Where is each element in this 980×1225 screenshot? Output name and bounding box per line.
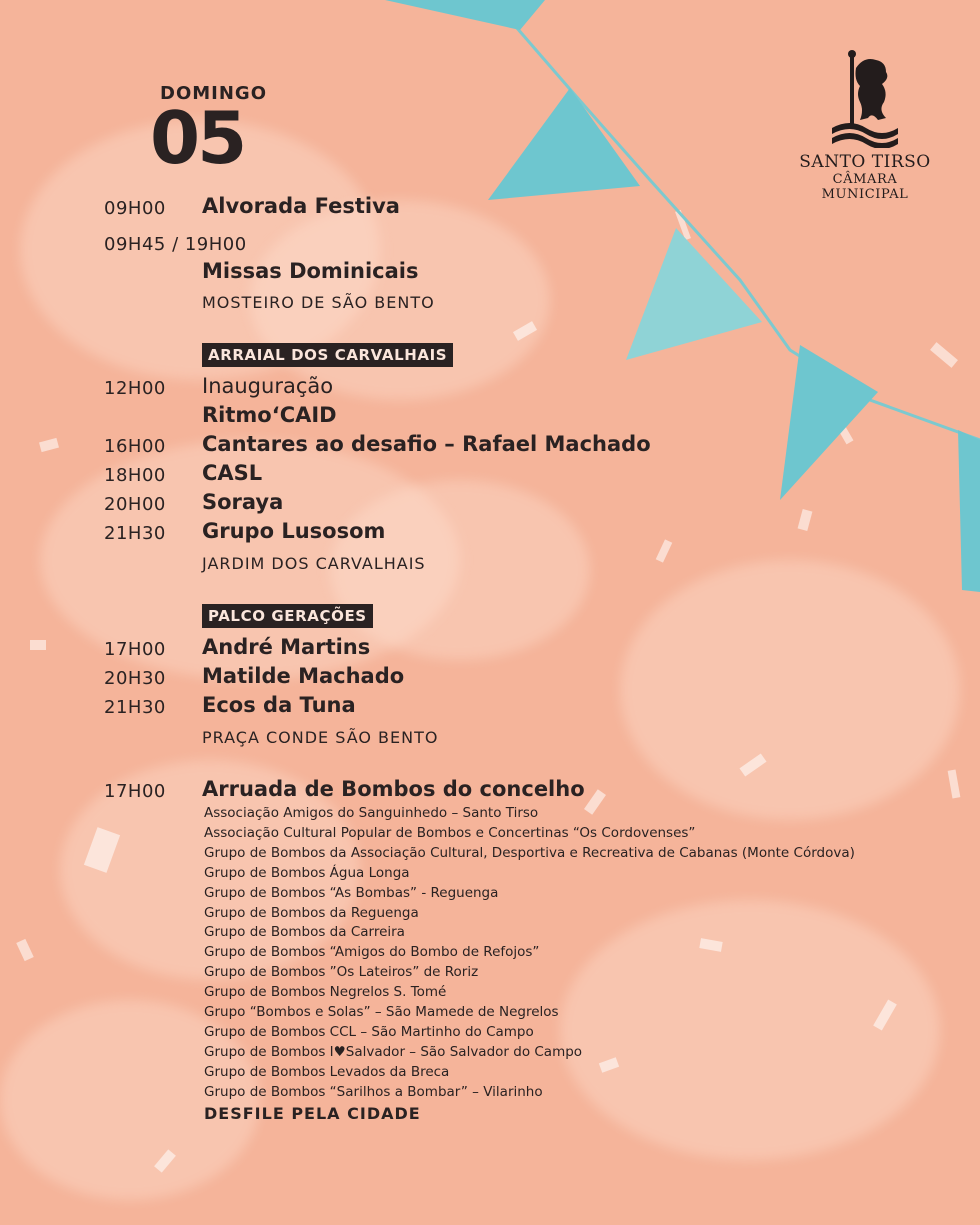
event-title: Missas Dominicais [202, 259, 419, 283]
list-item: Grupo de Bombos Água Longa [204, 865, 410, 881]
list-item: Associação Cultural Popular de Bombos e Concertinas “Os Cordovenses” [204, 825, 696, 841]
event-row [0, 403, 980, 433]
event-time: 09H00 [104, 198, 166, 219]
event-row [0, 432, 980, 462]
list-item: Grupo de Bombos “Sarilhos a Bombar” – Vilarinho [204, 1084, 543, 1100]
event-title: Inauguração [202, 374, 334, 398]
list-item: Grupo de Bombos “As Bombas” - Reguenga [204, 885, 499, 901]
parade-note: DESFILE PELA CIDADE [204, 1104, 421, 1123]
logo-title: SANTO TIRSO [799, 152, 931, 172]
event-time: 12H00 [104, 378, 166, 399]
event-row [0, 374, 980, 404]
event-row [0, 230, 980, 260]
event-time: 20H00 [104, 494, 166, 515]
event-row [0, 664, 980, 694]
section-badge-palco: PALCO GERAÇÕES [202, 604, 373, 628]
list-item: Grupo de Bombos da Carreira [204, 924, 405, 940]
event-time: 21H30 [104, 523, 166, 544]
event-time: 21H30 [104, 697, 166, 718]
event-title: André Martins [202, 635, 371, 659]
event-row [0, 490, 980, 520]
event-time: 16H00 [104, 436, 166, 457]
event-title: Alvorada Festiva [202, 194, 400, 218]
list-item: Grupo de Bombos ”Os Lateiros” de Roriz [204, 964, 479, 980]
event-venue: MOSTEIRO DE SÃO BENTO [202, 293, 435, 312]
list-item: Grupo de Bombos da Associação Cultural, Desportiva e Recreativa de Cabanas (Monte Córdova) [204, 845, 855, 861]
event-title: Ritmo‘CAID [202, 403, 337, 427]
event-title: Ecos da Tuna [202, 693, 356, 717]
list-item: Grupo “Bombos e Solas” – São Mamede de Negrelos [204, 1004, 559, 1020]
list-item: Grupo de Bombos Negrelos S. Tomé [204, 984, 447, 1000]
event-time: 17H00 [104, 639, 166, 660]
event-row [0, 259, 980, 289]
event-row [0, 693, 980, 723]
list-item: Grupo de Bombos Levados da Breca [204, 1064, 450, 1080]
list-item: Associação Amigos do Sanguinhedo – Santo Tirso [204, 805, 539, 821]
event-venue: JARDIM DOS CARVALHAIS [202, 554, 426, 573]
event-venue: PRAÇA CONDE SÃO BENTO [202, 728, 439, 747]
event-row [0, 777, 980, 807]
event-title: Cantares ao desafio – Rafael Machado [202, 432, 651, 456]
event-time: 17H00 [104, 781, 166, 802]
event-row [0, 461, 980, 491]
event-time: 20H30 [104, 668, 166, 689]
event-row [0, 635, 980, 665]
list-item: Grupo de Bombos “Amigos do Bombo de Refojos” [204, 944, 540, 960]
event-row [0, 194, 980, 224]
event-title: Arruada de Bombos do concelho [202, 777, 585, 801]
section-badge-arraial: ARRAIAL DOS CARVALHAIS [202, 343, 453, 367]
day-name: DOMINGO [160, 83, 267, 104]
list-item: Grupo de Bombos CCL – São Martinho do Campo [204, 1024, 534, 1040]
list-item: Grupo de Bombos da Reguenga [204, 905, 419, 921]
logo-subtitle: CÂMARA MUNICIPAL [821, 172, 909, 202]
event-time: 18H00 [104, 465, 166, 486]
day-number: 05 [150, 96, 245, 180]
event-title: Grupo Lusosom [202, 519, 386, 543]
list-item: Grupo de Bombos I♥Salvador – São Salvador do Campo [204, 1044, 583, 1060]
event-title: Soraya [202, 490, 284, 514]
event-title: CASL [202, 461, 263, 485]
event-time: 09H45 / 19H00 [104, 234, 247, 255]
event-title: Matilde Machado [202, 664, 405, 688]
event-row [0, 519, 980, 549]
